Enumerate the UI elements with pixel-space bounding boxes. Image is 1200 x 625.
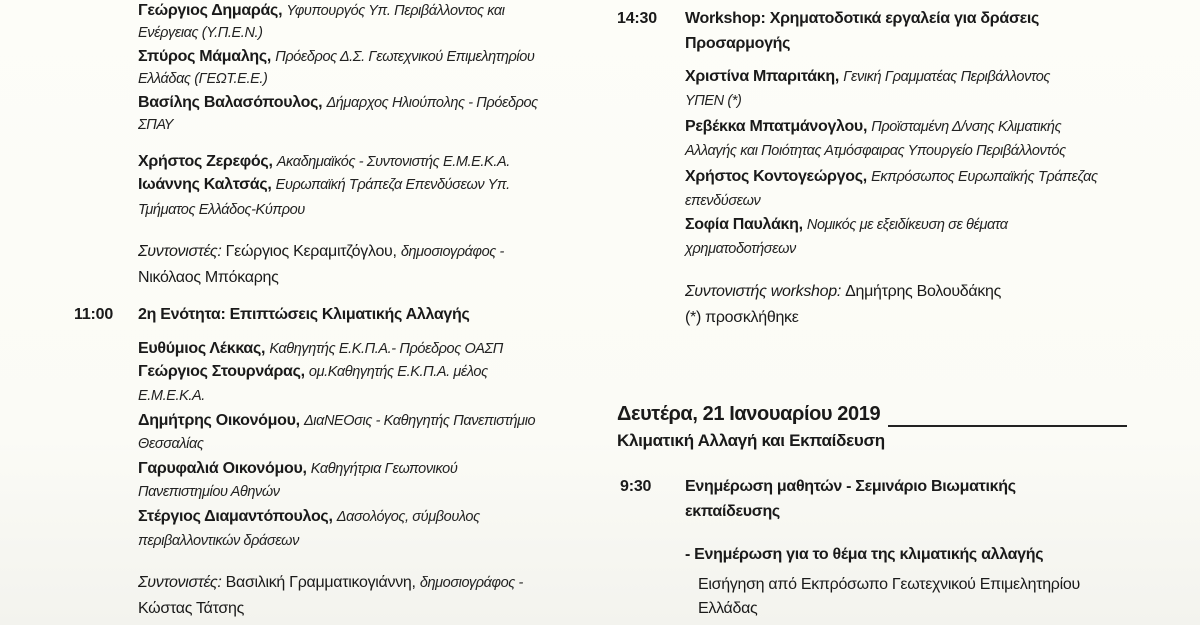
speaker-role: Εκπρόσωπος Ευρωπαϊκής Τράπεζας — [871, 169, 1098, 185]
item-text-line1: Εισήγηση από Εκπρόσωπο Γεωτεχνικού Επιμελητηρίου — [698, 576, 1080, 593]
comma: , — [862, 118, 868, 135]
speaker-role: ΔιαΝΕΟσις - Καθηγητής Πανεπιστήμιο — [303, 413, 536, 429]
speaker-name: Χρήστος Κοντογεώργος — [685, 168, 863, 185]
comma: , — [798, 216, 803, 233]
session-item-text — [698, 574, 1080, 595]
footnote-text: (*) προσκλήθηκε — [685, 309, 799, 326]
speaker-role-line2: χρηματοδοτήσεων — [685, 241, 796, 257]
moderator-name: Κώστας Τάτσης — [138, 600, 244, 617]
speaker-role: Καθηγήτρια Γεωπονικού — [310, 461, 458, 477]
comma: , — [862, 168, 867, 185]
speaker-entry — [138, 458, 457, 479]
speaker-role: Νομικός με εξειδίκευση σε θέματα — [806, 217, 1008, 233]
speaker-role: ομ.Καθηγητής Ε.Κ.Π.Α. μέλος — [308, 364, 488, 380]
speaker-role-line2: Αλλαγής και Ποιότητας Ατμόσφαιρας Υπουργείο Περιβάλλοντός — [685, 143, 1066, 159]
session-item-text-cont — [698, 598, 757, 619]
speaker-entry — [138, 0, 505, 21]
comma: , — [328, 508, 333, 525]
speaker-role: Πρόεδρος Δ.Σ. Γεωτεχνικού Επιμελητηρίου — [275, 49, 535, 65]
comma: , — [302, 460, 307, 477]
moderator-name: Νικόλαος Μπόκαρης — [138, 269, 279, 286]
speaker-role-cont — [138, 199, 305, 220]
moderators — [138, 572, 523, 593]
speaker-name: Γεώργιος Στουρνάρας — [138, 363, 301, 380]
comma: , — [266, 48, 272, 65]
speaker-role-cont — [138, 481, 280, 502]
day-subtitle: Κλιματική Αλλαγή και Εκπαίδευση — [617, 431, 885, 450]
speaker-role-cont — [138, 433, 204, 454]
moderator-role: δημοσιογράφος - — [419, 575, 523, 591]
footnote — [685, 307, 799, 328]
comma: , — [295, 412, 300, 429]
speaker-role-cont — [138, 114, 173, 135]
moderator-name: Βασιλική Γραμματικογιάννη — [225, 574, 412, 591]
speaker-name: Χρήστος Ζερεφός — [138, 153, 269, 170]
speaker-role: Ευρωπαϊκή Τράπεζα Επενδύσεων Υπ. — [275, 177, 510, 193]
speaker-role-line2: Ενέργειας (Υ.Π.Ε.Ν.) — [138, 25, 263, 41]
speaker-entry — [138, 174, 510, 195]
moderators-label: Συντονιστές: — [138, 574, 222, 591]
session-time: 11:00 — [74, 306, 114, 323]
speaker-role: Ακαδημαϊκός - Συντονιστής Ε.Μ.Ε.Κ.Α. — [276, 154, 510, 170]
speaker-entry — [138, 361, 488, 382]
speaker-role: Δήμαρχος Ηλιούπολης - Πρόεδρος — [326, 95, 538, 111]
speaker-name: Βασίλης Βαλασόπουλος — [138, 94, 319, 111]
session-title: Ενημέρωση μαθητών - Σεμινάριο Βιωματικής — [685, 478, 1016, 495]
speaker-name: Ευθύμιος Λέκκας — [138, 340, 261, 357]
speaker-entry — [685, 214, 1008, 235]
day-title-rule — [888, 425, 1127, 427]
speaker-name: Δημήτρης Οικονόμου — [138, 412, 296, 429]
item-text-line2: Ελλάδας — [698, 600, 758, 617]
speaker-name: Σπύρος Μάμαλης — [138, 48, 267, 65]
session-title: 2η Ενότητα: Επιπτώσεις Κλιματικής Αλλαγής — [138, 306, 470, 323]
speaker-entry — [138, 338, 503, 359]
speaker-role-line2: ΣΠΑΥ — [138, 117, 174, 133]
speaker-role-line2: περιβαλλοντικών δράσεων — [138, 533, 299, 549]
moderator-name: Δημήτρης Βολουδάκης — [845, 283, 1002, 300]
moderator-line2 — [138, 598, 244, 619]
speaker-role-cont — [138, 68, 267, 89]
speaker-name: Σοφία Παυλάκη — [685, 216, 799, 233]
workshop-title-line2: Προσαρμογής — [685, 35, 791, 52]
speaker-name: Στέργιος Διαμαντόπουλος — [138, 508, 329, 525]
speaker-entry — [685, 166, 1098, 187]
speaker-role: Γενική Γραμματέας Περιβάλλοντος — [843, 69, 1051, 85]
comma: , — [300, 363, 305, 380]
comma: , — [411, 574, 416, 591]
speaker-role: Προϊσταμένη Δ/νσης Κλιματικής — [871, 119, 1062, 135]
comma: , — [392, 243, 397, 260]
speaker-role-line2: ΥΠΕΝ (*) — [685, 93, 742, 109]
speaker-role-cont — [138, 385, 205, 406]
comma: , — [261, 340, 266, 357]
speaker-entry — [138, 506, 480, 527]
moderator-line2 — [138, 267, 279, 288]
speaker-role-cont — [685, 90, 741, 111]
moderators-label: Συντονιστές: — [138, 243, 222, 260]
speaker-role-cont — [685, 140, 1066, 161]
workshop-title: Workshop: Χρηματοδοτικά εργαλεία για δράσεις — [685, 10, 1040, 27]
session-item-title: - Ενημέρωση για το θέμα της κλιματικής αλλαγής — [685, 546, 1044, 563]
speaker-name: Γαρυφαλιά Οικονόμου — [138, 460, 303, 477]
speaker-name: Ρεβέκκα Μπατμάνογλου — [685, 118, 863, 135]
speaker-role-cont — [138, 530, 299, 551]
session-title-line2: εκπαίδευσης — [685, 503, 780, 520]
speaker-role-line2: Ε.Μ.Ε.Κ.Α. — [138, 388, 205, 404]
comma: , — [834, 68, 840, 85]
moderator-role: δημοσιογράφος - — [400, 244, 504, 260]
session-time: 14:30 — [617, 10, 657, 27]
speaker-role-cont — [685, 238, 796, 259]
comma: , — [278, 2, 283, 19]
speaker-entry — [138, 410, 535, 431]
speaker-entry — [138, 46, 534, 67]
speaker-role-line2: Θεσσαλίας — [138, 436, 204, 452]
moderator-label: Συντονιστής workshop: — [685, 283, 841, 300]
speaker-role: Υφυπουργός Υπ. Περιβάλλοντος και — [286, 3, 505, 19]
moderators — [138, 241, 504, 262]
speaker-name: Γεώργιος Δημαράς — [138, 2, 279, 19]
speaker-entry — [685, 66, 1050, 87]
speaker-role-line2: Τμήματος Ελλάδος-Κύπρου — [138, 202, 305, 218]
comma: , — [268, 153, 273, 170]
speaker-entry — [138, 151, 510, 172]
comma: , — [267, 176, 272, 193]
day-title: Δευτέρα, 21 Ιανουαρίου 2019 — [617, 403, 881, 425]
session-time: 9:30 — [620, 478, 652, 495]
speaker-role-line2: Πανεπιστημίου Αθηνών — [138, 484, 280, 500]
moderator-name: Γεώργιος Κεραμιτζόγλου — [225, 243, 393, 260]
comma: , — [318, 94, 323, 111]
speaker-name: Ιωάννης Καλτσάς — [138, 176, 268, 193]
speaker-role: Δασολόγος, σύμβουλος — [336, 509, 480, 525]
speaker-entry — [685, 116, 1061, 137]
speaker-role-cont — [138, 22, 263, 43]
speaker-name: Χριστίνα Μπαριτάκη — [685, 68, 835, 85]
workshop-moderator — [685, 281, 1001, 302]
speaker-role-line2: επενδύσεων — [685, 193, 761, 209]
speaker-role-line2: Ελλάδας (ΓΕΩΤ.Ε.Ε.) — [138, 71, 268, 87]
speaker-role-cont — [685, 190, 760, 211]
speaker-entry — [138, 92, 538, 113]
speaker-role: Καθηγητής Ε.Κ.Π.Α.- Πρόεδρος ΟΑΣΠ — [269, 341, 503, 357]
